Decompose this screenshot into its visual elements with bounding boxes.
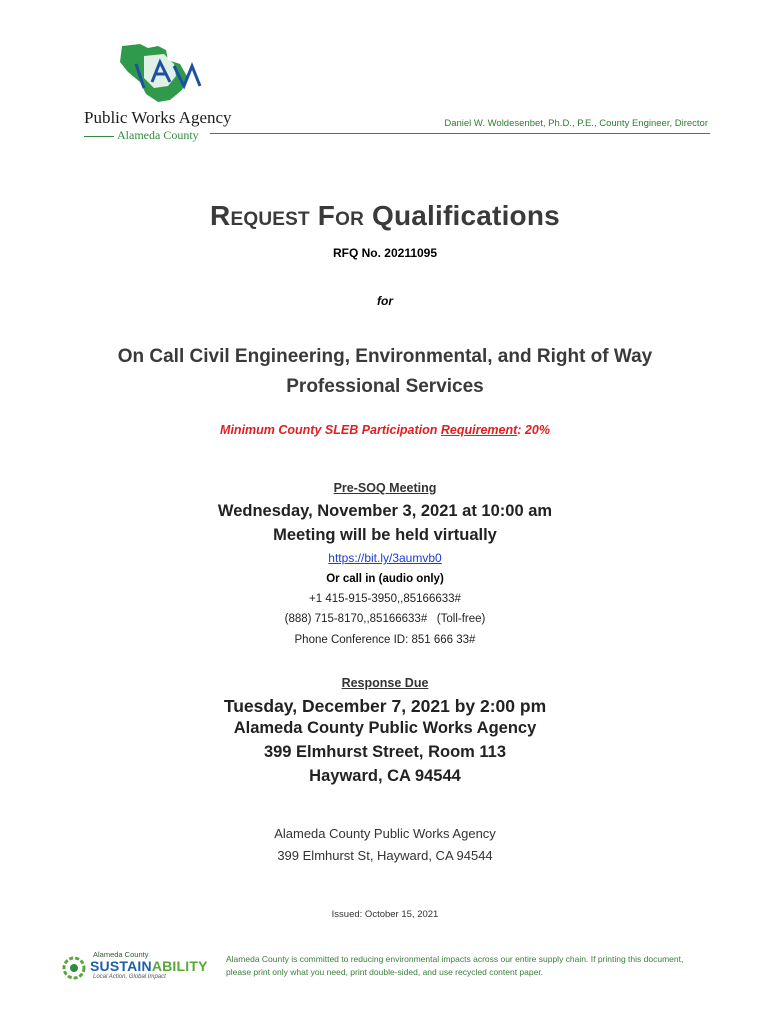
issued-date: Issued: October 15, 2021 xyxy=(331,909,439,920)
sustainability-tagline: Local Action, Global Impact xyxy=(93,974,166,980)
sustainability-county: Alameda County xyxy=(93,950,149,959)
call-in-label: Or call in (audio only) xyxy=(326,573,444,585)
footer-address-line1: Alameda County Public Works Agency xyxy=(274,826,496,841)
project-title xyxy=(0,342,770,402)
project-title-line2: Professional Services xyxy=(286,376,484,397)
conference-id: Phone Conference ID: 851 666 33# xyxy=(294,634,476,646)
director-line: Daniel W. Woldesenbet, Ph.D., P.E., County Engineer, Director xyxy=(444,118,708,129)
agency-logo xyxy=(84,42,244,142)
phone-number-1: +1 415-915-3950,,85166633# xyxy=(309,593,461,605)
response-due-date: Tuesday, December 7, 2021 by 2:00 pm xyxy=(223,696,547,716)
pre-soq-heading: Pre-SOQ Meeting xyxy=(333,481,437,495)
document-title: REQUEST FOR Qualifications xyxy=(210,200,560,231)
agency-name: Public Works Agency xyxy=(84,108,232,127)
meeting-link[interactable]: https://bit.ly/3aumvb0 xyxy=(328,551,442,565)
sustainability-logo xyxy=(60,946,220,986)
response-due-heading: Response Due xyxy=(341,676,429,690)
pre-soq-virtual: Meeting will be held virtually xyxy=(273,526,497,544)
header-divider xyxy=(210,133,710,134)
response-city: Hayward, CA 94544 xyxy=(309,767,461,785)
project-title-line1: On Call Civil Engineering, Environmental, and Right of Way xyxy=(117,346,653,367)
leaf-swirl-icon xyxy=(60,954,88,982)
sleb-requirement: Minimum County SLEB Participation Requirement: 20% xyxy=(220,423,550,437)
response-street: 399 Elmhurst Street, Room 113 xyxy=(263,743,507,761)
response-agency: Alameda County Public Works Agency xyxy=(233,719,537,737)
pwa-logo-icon xyxy=(114,42,209,108)
pre-soq-date: Wednesday, November 3, 2021 at 10:00 am xyxy=(217,502,553,520)
for-text: for xyxy=(377,294,393,308)
agency-subtitle: Alameda County xyxy=(84,128,234,143)
rfq-number: RFQ No. 20211095 xyxy=(332,246,438,260)
phone-number-2: (888) 715-8170,,85166633# (Toll-free) xyxy=(284,613,486,625)
footer-address-line2: 399 Elmhurst St, Hayward, CA 94544 xyxy=(277,848,493,863)
sustainability-wordmark: SUSTAINABILITY xyxy=(90,958,208,974)
print-disclaimer: Alameda County is committed to reducing environmental impacts across our entire supply chain. If printing this document, please print only what you need, print double-sided, and use recycled content paper. xyxy=(226,954,684,977)
